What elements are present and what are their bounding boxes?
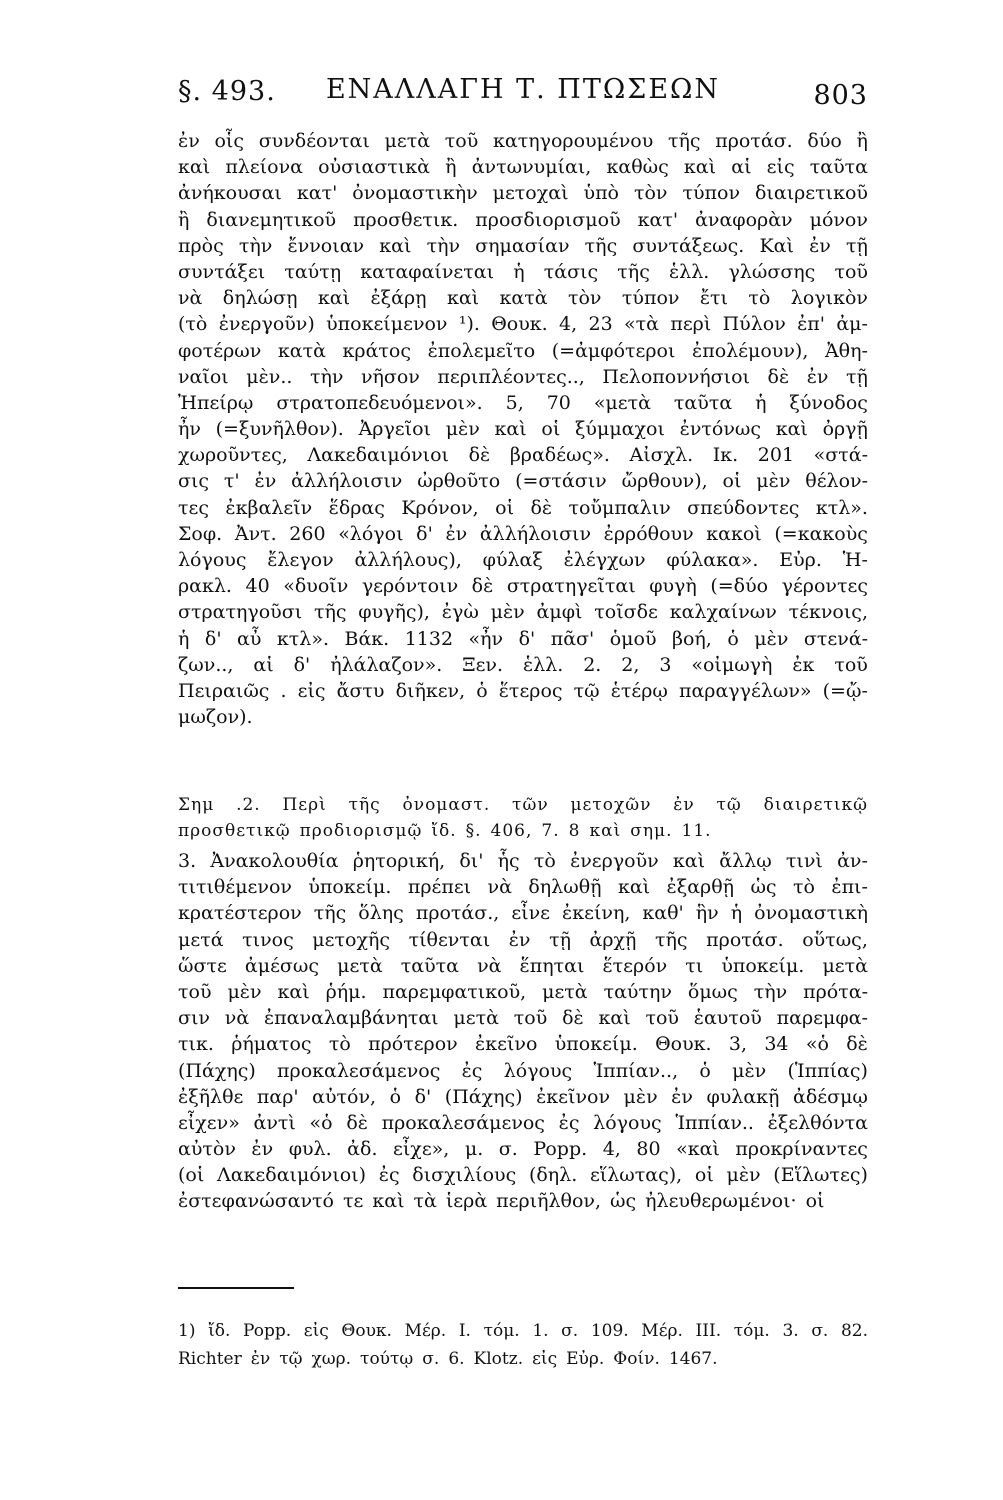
- text-line: (οἱ Λακεδαιμόνιοι) ἐς δισχιλίους (δηλ. εἵλωτας), οἱ μὲν (Εἵλωτες): [178, 1164, 868, 1187]
- text-line: καὶ πλείονα οὐσιαστικὰ ἢ ἀντωνυμίαι, καθὼς καὶ αἱ εἰς ταῦτα: [178, 156, 868, 179]
- text-line: ἦν (=ξυνῆλθον). Ἀργεῖοι μὲν καὶ οἱ ξύμμαχοι ἐντόνως καὶ ὀργῇ: [178, 418, 868, 441]
- text-line: προσθετικῷ προδιορισμῷ ἴδ. §. 406, 7. 8 καὶ σημ. 11.: [178, 821, 712, 841]
- text-line: ναῖοι μὲν.. τὴν νῆσον περιπλέοντες.., Πελοποννήσιοι δὲ ἐν τῇ: [178, 365, 868, 388]
- text-line: Ἠπείρῳ στρατοπεδευόμενοι». 5, 70 «μετὰ ταῦτα ἡ ξύνοδος: [178, 391, 868, 414]
- text-line: τικ. ῥήματος τὸ πρότερον ἐκεῖνο ὑποκείμ. Θουκ. 3, 34 «ὁ δὲ: [178, 1033, 868, 1056]
- page-header: [178, 72, 868, 116]
- text-line: κρατέστερον τῆς ὅλης προτάσ., εἶνε ἐκείνη, καθ' ἣν ἡ ὀνομαστικὴ: [178, 902, 868, 925]
- text-line: φοτέρων κατὰ κράτος ἐπολεμεῖτο (=ἀμφότεροι ἐπολέμουν), Ἀθη-: [178, 339, 868, 362]
- text-line: εἶχεν» ἀντὶ «ὁ δὲ προκαλεσάμενος ἐς λόγους Ἱππίαν.. ἐξελθόντα: [178, 1111, 868, 1134]
- text-line: ἡ δ' αὖ κτλ». Βάκ. 1132 «ἦν δ' πᾶσ' ὁμοῦ βοή, ὁ μὲν στενά-: [178, 627, 868, 650]
- section-number: §. 493.: [178, 76, 276, 107]
- text-line: σις τ' ἐν ἀλλήλοισιν ὠρθοῦτο (=στάσιν ὤρθουν), οἱ μὲν θέλον-: [178, 470, 868, 493]
- text-line: (Πάχης) προκαλεσάμενος ἐς λόγους Ἱππίαν.., ὁ μὲν (Ἱππίας): [178, 1059, 868, 1082]
- text-line: ὥστε ἀμέσως μετὰ ταῦτα νὰ ἕπηται ἕτερόν τι ὑποκείμ. μετὰ: [178, 954, 868, 977]
- text-line: Σημ .2. Περὶ τῆς ὀνομαστ. τῶν μετοχῶν ἐν τῷ διαιρετικῷ: [178, 795, 868, 815]
- text-line: στρατηγοῦσι τῆς φυγῆς), ἐγὼ μὲν ἀμφὶ τοῖσδε καλχαίνων τέκνοις,: [178, 601, 868, 624]
- text-line: μωζον).: [178, 706, 253, 729]
- footnote: [178, 1317, 868, 1373]
- footnote-divider: [178, 1287, 294, 1289]
- text-line: σιν νὰ ἐπαναλαμβάνηται μετὰ τοῦ δὲ καὶ τοῦ ἑαυτοῦ παρεμφα-: [178, 1007, 868, 1030]
- text-line: ἐν οἷς συνδέονται μετὰ τοῦ κατηγορουμένου τῆς προτάσ. δύο ἢ: [178, 130, 868, 152]
- main-paragraph: [178, 128, 868, 730]
- text-line: ἀνήκουσαι κατ' ὀνομαστικὴν μετοχαὶ ὑπὸ τὸν τύπον διαιρετικοῦ: [178, 182, 868, 205]
- text-line: ρακλ. 40 «δυοῖν γερόντοιν δὲ στρατηγεῖται φυγὴ (=δύο γέροντες: [178, 575, 868, 598]
- text-line: Πειραιῶς . εἰς ἄστυ διῆκεν, ὁ ἕτερος τῷ ἑτέρῳ παραγγέλων» (=ᾤ-: [178, 679, 868, 702]
- text-line: συντάξει ταύτῃ καταφαίνεται ἡ τάσις τῆς ἑλλ. γλώσσης τοῦ: [178, 260, 868, 283]
- text-line: νὰ δηλώσῃ καὶ ἐξάρῃ καὶ κατὰ τὸν τύπον ἔτι τὸ λογικὸν: [178, 287, 868, 310]
- text-line: 1) ἴδ. Popp. εἰς Θουκ. Μέρ. I. τόμ. 1. σ. 109. Μέρ. III. τόμ. 3. σ. 82.: [178, 1321, 868, 1341]
- text-line: Σοφ. Ἀντ. 260 «λόγοι δ' ἐν ἀλλήλοισιν ἐρρόθουν κακοὶ (=κακοὺς: [178, 522, 868, 545]
- text-line: τιτιθέμενον ὑποκείμ. πρέπει νὰ δηλωθῇ καὶ ἐξαρθῇ ὡς τὸ ἐπι-: [178, 876, 868, 899]
- text-line: πρὸς τὴν ἔννοιαν καὶ τὴν σημασίαν τῆς συντάξεως. Καὶ ἐν τῇ: [178, 234, 868, 257]
- text-line: ἢ διανεμητικοῦ προσθετικ. προσδιορισμοῦ κατ' ἀναφορὰν μόνον: [178, 208, 868, 231]
- text-line: ἐστεφανώσαντό τε καὶ τὰ ἱερὰ περιῆλθον, ὡς ἠλευθερωμένοι· οἱ: [178, 1190, 825, 1213]
- text-line: 3. Ἀνακολουθία ῥητορική, δι' ἧς τὸ ἐνεργοῦν καὶ ἄλλῳ τινὶ ἀν-: [178, 850, 868, 872]
- paragraph-3: [178, 848, 868, 1215]
- text-line: μετά τινος μετοχῆς τίθενται ἐν τῇ ἀρχῇ τῆς προτάσ. οὕτως,: [178, 928, 868, 951]
- text-line: τες ἐκβαλεῖν ἕδρας Κρόνον, οἱ δὲ τοὔμπαλιν σπεύδοντες κτλ».: [178, 496, 868, 519]
- text-line: Richter ἐν τῷ χωρ. τούτῳ σ. 6. Klotz. εἰς Εὐρ. Φοίν. 1467.: [178, 1349, 718, 1369]
- running-title: ΕΝΑΛΛΑΓΗ Τ. ΠΤΩΣΕΩΝ: [325, 74, 721, 105]
- text-line: χωροῦντες, Λακεδαιμόνιοι δὲ βραδέως». Αἰσχλ. Ικ. 201 «στά-: [178, 444, 868, 467]
- text-line: (τὸ ἐνεργοῦν) ὑποκείμενον ¹). Θουκ. 4, 23 «τὰ περὶ Πύλον ἐπ' ἀμ-: [178, 313, 868, 336]
- text-line: τοῦ μὲν καὶ ῥήμ. παρεμφατικοῦ, μετὰ ταύτην ὅμως τὴν πρότα-: [178, 980, 868, 1003]
- text-line: ζων.., αἱ δ' ἠλάλαζον». Ξεν. ἑλλ. 2. 2, 3 «οἰμωγὴ ἐκ τοῦ: [178, 653, 868, 676]
- note-paragraph: [178, 792, 868, 844]
- text-line: λόγους ἔλεγον ἀλλήλους), φύλαξ ἐλέγχων φύλακα». Εὐρ. Ἡ-: [178, 549, 868, 571]
- page-number: 803: [813, 80, 868, 111]
- text-line: αὐτὸν ἐν φυλ. ἀδ. εἶχε», μ. σ. Popp. 4, 80 «καὶ προκρίναντες: [178, 1138, 868, 1161]
- text-line: ἐξῆλθε παρ' αὐτόν, ὁ δ' (Πάχης) ἐκεῖνον μὲν ἐν φυλακῇ ἀδέσμῳ: [178, 1085, 868, 1108]
